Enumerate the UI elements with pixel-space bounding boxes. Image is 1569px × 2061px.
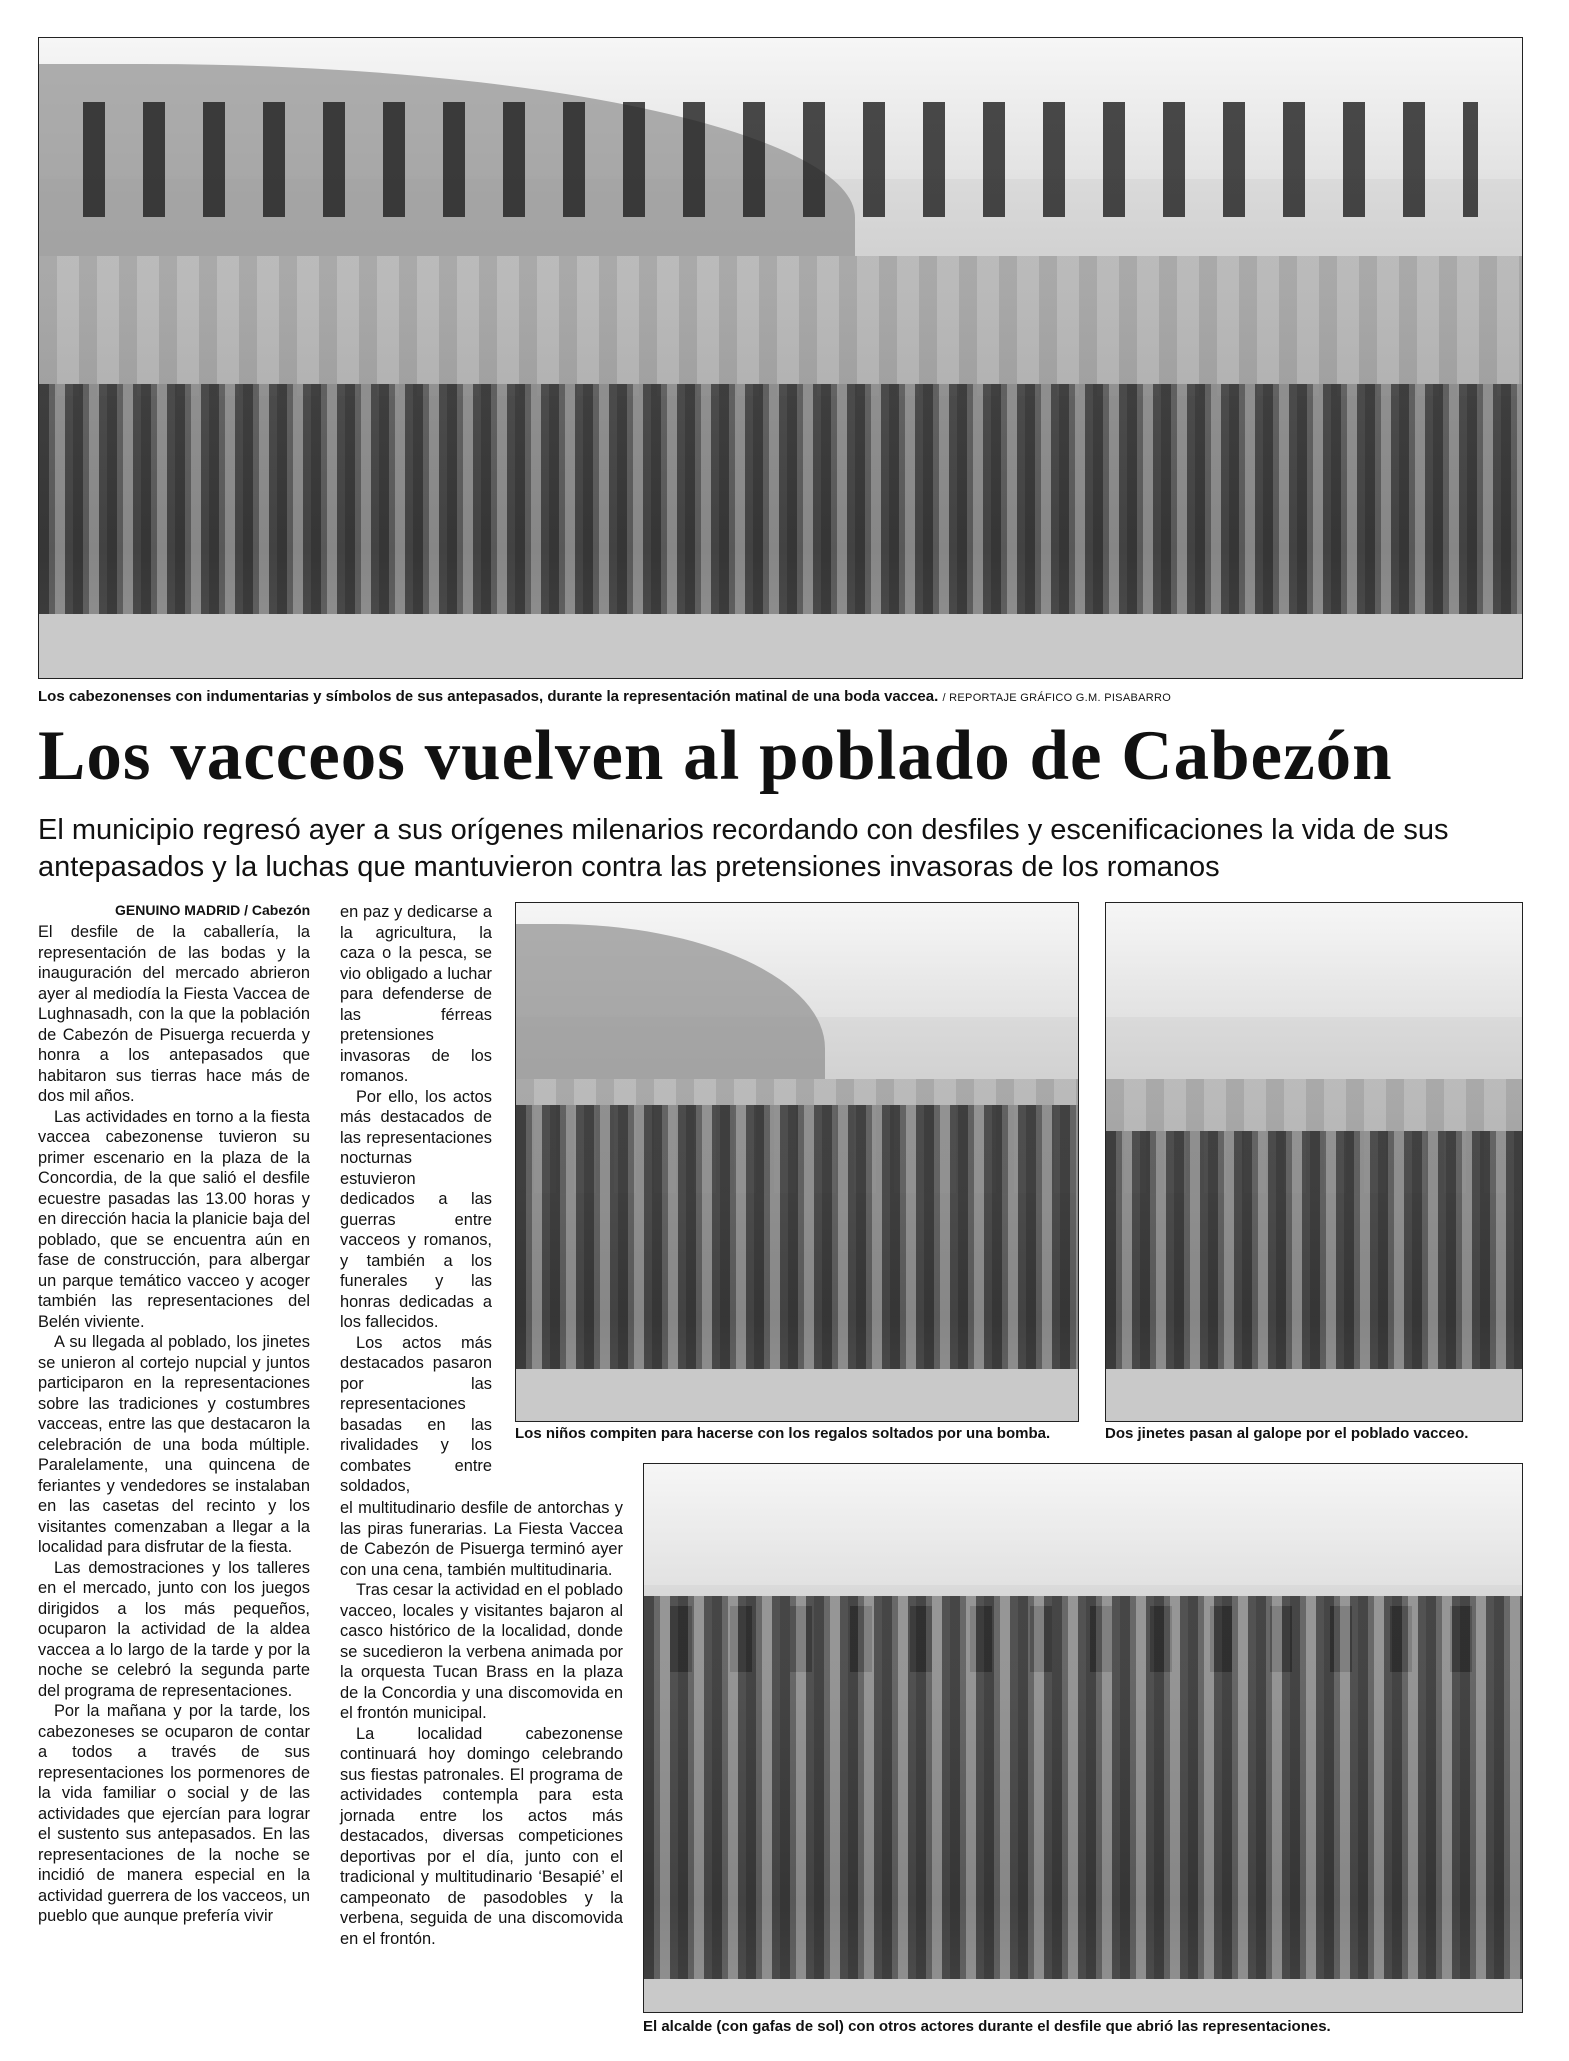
article-column-2-lower [340,1498,623,1949]
paragraph: A su llegada al poblado, los jinetes se unieron al cortejo nupcial y juntos participaron en la representaciones sobre las tradiciones y costumbres vacceas, entre las que destacaron la celebración de una boda múltiple. Paralelamente, una quincena de feriantes y vendedores se instalaban en las casetas del recinto y los visitantes comenzaban a llegar a la localidad para disfrutar de la fiesta. [38,1333,310,1556]
paragraph: el multitudinario desfile de antorchas y las piras funerarias. La Fiesta Vaccea de Cabezón de Pisuerga terminó ayer con una cena, también multitudinaria. [340,1499,623,1579]
paragraph: en paz y dedicarse a la agricultura, la caza o la pesca, se vio obligado a luchar para defenderse de las férreas pretensiones invasoras de los romanos. [340,903,492,1085]
paragraph: Las actividades en torno a la fiesta vaccea cabezonense tuvieron su primer escenario en la plaza de la Concordia, de la que salió el desfile ecuestre pasadas las 13.00 horas y en dirección hacia la planicie baja del poblado, que se encuentra aún en fase de construcción, para albergar un parque temático vacceo y acoger también las representaciones del Belén viviente. [38,1107,310,1331]
top-photo-caption-text: Los cabezonenses con indumentarias y símbolos de sus antepasados, durante la representación matinal de una boda vaccea. [38,688,939,705]
article-column-2-upper [340,902,492,1497]
mayor-photo-caption: El alcalde (con gafas de sol) con otros actores durante el desfile que abrió las representaciones. [643,2018,1331,2035]
top-photo [38,37,1523,679]
paragraph: Por la mañana y por la tarde, los cabezoneses se ocuparon de contar a todos a través de sus representaciones los pormenores de la vida familiar o social y de las actividades que ejercían para lograr el sustento sus antepasados. En las representaciones de la noche se incidió de manera especial en la actividad guerrera de los vacceos, un pueblo que aunque prefería vivir [38,1702,310,1925]
riders-photo [1105,902,1523,1422]
paragraph: Las demostraciones y los talleres en el mercado, junto con los juegos dirigidos a los más pequeños, ocuparon la actividad de la aldea vaccea a lo largo de la tarde y por la noche se celebró la segunda parte del programa de representaciones. [38,1558,310,1700]
paragraph: El desfile de la caballería, la representación de las bodas y la inauguración del mercado abrieron ayer al mediodía la Fiesta Vaccea de Lughnasadh, con la que la población de Cabezón de Pisuerga recuerda y honra a los antepasados que habitaron sus tierras hace más de dos mil años. [38,923,310,1105]
subhead: El municipio regresó ayer a sus orígenes milenarios recordando con desfiles y escenificaciones la vida de sus antepasados y la luchas que mantuvieron contra las pretensiones invasoras de los romanos [38,814,1449,883]
paragraph: Los actos más destacados pasaron por las representaciones basadas en las rivalidades y los combates entre soldados, [340,1333,492,1495]
mayor-photo [643,1463,1523,2013]
article-column-1 [38,922,310,1927]
photo-credit: / REPORTAJE GRÁFICO G.M. PISABARRO [942,692,1172,704]
paragraph: Por ello, los actos más destacados de las representaciones nocturnas estuvieron dedicados a las guerras entre vacceos y romanos, y también a los funerales y las honras dedicadas a los fallecidos. [340,1087,492,1331]
headline: Los vacceos vuelven al poblado de Cabezón [38,717,1393,795]
paragraph: Tras cesar la actividad en el poblado vacceo, locales y visitantes bajaron al casco histórico de la localidad, donde se sucedieron la verbena animada por la orquesta Tucan Brass en la plaza de la Concordia y una discomovida en el frontón municipal. [340,1581,623,1722]
paragraph: La localidad cabezonense continuará hoy domingo celebrando sus fiestas patronales. El programa de actividades contempla para esta jornada entre los actos más destacados, diversas competiciones deportivas por el día, junto con el tradicional y multitudinario ‘Besapié’ el campeonato de pasodobles y la verbena, seguida de una discomovida en el frontón. [340,1724,623,1948]
byline: GENUINO MADRID / Cabezón [115,902,311,918]
top-photo-caption [38,688,1171,705]
children-photo [515,902,1079,1422]
children-photo-caption: Los niños compiten para hacerse con los regalos soltados por una bomba. [515,1425,1051,1442]
riders-photo-caption: Dos jinetes pasan al galope por el poblado vacceo. [1105,1425,1469,1442]
